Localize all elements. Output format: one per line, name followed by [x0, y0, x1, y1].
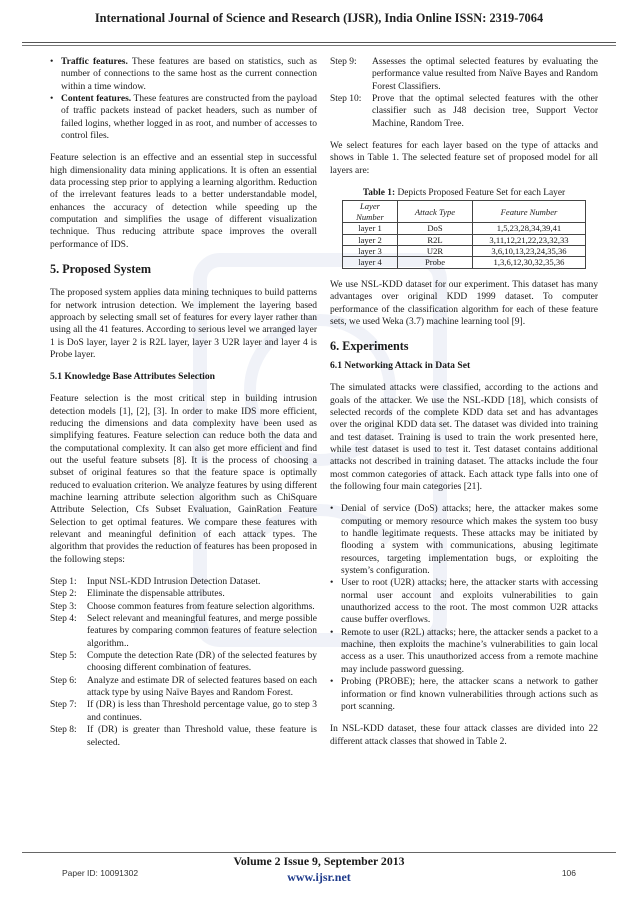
- step-text: Compute the detection Rate (DR) of the selected features by choosing different combination of features.: [87, 651, 317, 674]
- paragraph-proposed-system: The proposed system applies data mining techniques to build patterns for network intrusion detection. We implement the layering based approach by selecting small set of features for every layer rather than using all the 41 features. According to serious level we arranged layer 1 is DoS layer, layer 2 is R2L layer, layer 3 U2R layer and layer 4 is Probe layer.: [50, 288, 317, 360]
- step-label: Step 1:: [50, 577, 77, 588]
- bullet-label: Traffic features.: [61, 57, 128, 67]
- table-row: [343, 234, 586, 245]
- table-cell: layer 3: [343, 246, 398, 257]
- step-label: Step 4:: [50, 614, 77, 625]
- step-label: Step 3:: [50, 601, 77, 612]
- step-label: Step 7:: [50, 700, 77, 711]
- section-heading-proposed-system: 5. Proposed System: [50, 262, 151, 277]
- table-cell: layer 2: [343, 234, 398, 245]
- step-item: [50, 675, 317, 700]
- subsection-heading-kb-attributes: 5.1 Knowledge Base Attributes Selection: [50, 371, 215, 383]
- step-label: Step 6:: [50, 675, 77, 686]
- feature-set-table: [342, 200, 586, 268]
- bullet-icon: •: [330, 504, 334, 515]
- paper-id: Paper ID: 10091302: [62, 868, 139, 878]
- page-footer: [22, 852, 616, 892]
- bullet-label: Content features.: [61, 94, 132, 105]
- bullet-icon: •: [50, 57, 54, 67]
- step-label: Step 5:: [50, 651, 77, 662]
- header-rule: [22, 42, 616, 43]
- volume-issue: Volume 2 Issue 9, September 2013: [233, 854, 405, 868]
- table-header-cell: Layer Number: [343, 201, 398, 223]
- paragraph-feature-set: We select features for each layer based on the type of attacks and shows in Table 1. The selected feature set of proposed model for all layers are:: [330, 141, 598, 176]
- bullet-icon: •: [330, 627, 334, 638]
- table-caption-text: Depicts Proposed Feature Set for each Layer: [397, 188, 566, 199]
- section-heading-experiments: 6. Experiments: [330, 339, 409, 354]
- paragraph-attack-classes: In NSL-KDD dataset, these four attack classes are divided into 22 different attack classes that showed in Table 2.: [330, 724, 598, 747]
- step-text: Assesses the optimal selected features by evaluating the performance value resulted from Naïve Bayes and Random Forest Classifiers.: [372, 57, 598, 92]
- bullet-text: User to root (U2R) attacks; here, the attacker starts with accessing normal user account and exploits vulnerabilities to gain unauthorized access to the root. The most common U2R attacks cause buffer overflows.: [341, 578, 598, 626]
- step-text: Prove that the optimal selected features with the other classifier such as J48 decision tree, Support Vector Machine, Random Tree.: [372, 94, 598, 129]
- table-row: [343, 246, 586, 257]
- paragraph-nsl-kdd: We use NSL-KDD dataset for our experiment. This dataset has many advantages over original KDD 1999 dataset. To computer performance of the classification algorithm for each of these feature sets, we used Weka (3.7) machine learning tool [9].: [330, 279, 598, 327]
- step-text: Analyze and estimate DR of selected features based on each attack type by using Naïve Bayes and Random Forest.: [87, 675, 317, 699]
- attack-bullet: [330, 676, 598, 713]
- table-cell: layer 4: [343, 257, 398, 268]
- right-column: [330, 56, 598, 748]
- bullet-text: These features are constructed from the payload of traffic packets instead of packet headers, such as number of failed logins, whether logged in as root, and number of accesses to control files.: [61, 94, 317, 142]
- left-column: [50, 56, 317, 749]
- paragraph-kb-attributes: Feature selection is the most critical step in building intrusion detection models [1], [2], [3]. In order to make IDS more efficient, reducing the dimensions and data complexity have been used as simplifying features. Feature selection can reduce both the data and the computational complexity. It can also get more efficient and find out the useful feature subsets [8]. It is the process of choosing a subset of original features so that the feature space is optimally reduced to evaluation criterion. We analyze features by using different machine learning attribute selection algorithm such as ChiSquare Attribute Selection, Cfs Subset Evaluation, GainRation Feature Selection to get optimal features. We compare these features with relevant and meaningful definition of each attack types. The algorithm that provides the reduction of features has been proposed in the following steps:: [50, 394, 317, 565]
- table-header-row: [343, 201, 586, 223]
- step-label: Step 10:: [330, 94, 362, 105]
- step-text: Eliminate the dispensable attributes.: [87, 589, 225, 600]
- attack-bullet: [330, 627, 598, 676]
- step-item: [330, 93, 598, 130]
- step-text: Choose common features from feature selection algorithms.: [87, 601, 315, 612]
- step-text: Input NSL-KDD Intrusion Detection Dataset.: [87, 577, 261, 588]
- table-caption-label: Table 1:: [362, 188, 396, 199]
- table-cell: 1,5,23,28,34,39,41: [473, 223, 586, 234]
- attack-bullet: [330, 577, 598, 626]
- step-label: Step 8:: [50, 725, 77, 736]
- header-rule-thin: [22, 45, 616, 46]
- table-cell: layer 1: [343, 223, 398, 234]
- bullet-icon: •: [330, 677, 334, 688]
- page-number: 106: [561, 868, 576, 878]
- step-label: Step 9:: [330, 57, 357, 67]
- subsection-heading-networking-attack: 6.1 Networking Attack in Data Set: [330, 360, 471, 372]
- table-cell: R2L: [398, 234, 473, 245]
- journal-title: International Journal of Science and Research (IJSR), India Online ISSN: 2319-7064: [94, 11, 544, 25]
- table-cell: U2R: [398, 246, 473, 257]
- attack-bullet: [330, 503, 598, 577]
- bullet-text: These features are based on statistics, such as number of connections to the same host as the current connection within a time window.: [61, 57, 317, 92]
- step-item: [50, 650, 317, 675]
- bullet-icon: •: [330, 578, 334, 589]
- table-header-cell: Feature Number: [473, 201, 586, 223]
- table-cell: Probe: [398, 257, 473, 268]
- paragraph-simulated-attacks: The simulated attacks were classified, according to the actions and goals of the attacker. We use the NSL-KDD [18], which consists of selected records of the complete KDD data set and has advantages over the original KDD data set. The dataset was divided into training and test dataset. Training is used to train the work presented here, while test dataset is used to test it. Test dataset contains additional attacks not described in training dataset. The attacks include the four most common categories of attack. Each attack type falls into one of the following four main categories [21].: [330, 383, 598, 492]
- step-item: [50, 613, 317, 650]
- step-item: [50, 724, 317, 749]
- page-header: [22, 8, 616, 42]
- step-text: If (DR) is greater than Threshold value, these feature is selected.: [87, 725, 317, 748]
- step-item: [50, 699, 317, 724]
- step-item: [50, 576, 317, 588]
- bullet-icon: •: [50, 94, 54, 105]
- table-cell: 3,11,12,21,22,23,32,33: [473, 234, 586, 245]
- paragraph-feature-selection: Feature selection is an effective and an essential step in successful high dimensionality data mining applications. It is often an essential data processing step prior to applying a learning algorithm. Reduction of the irrelevant features leads to a better understandable model, enhances the accuracy of detection while speeding up the computation and simplifies the usage of different visualization technique. Thus reducing attribute space improves the overall performance of IDS.: [50, 153, 317, 250]
- step-label: Step 2:: [50, 589, 77, 600]
- table-cell: DoS: [398, 223, 473, 234]
- table-row: [343, 223, 586, 234]
- feature-bullet: [50, 93, 317, 142]
- footer-rule: [22, 852, 616, 853]
- step-item: [330, 56, 598, 93]
- step-text: Select relevant and meaningful features, and merge possible features by comparing common features of feature selection algorithm..: [87, 614, 317, 649]
- bullet-text: Remote to user (R2L) attacks; here, the attacker sends a packet to a machine, then exploits the machine’s vulnerabilities to gain local access as a user. This unauthorized access from a remote machine may include password guessing.: [341, 627, 598, 675]
- table-cell: 1,3,6,12,30,32,35,36: [473, 257, 586, 268]
- step-item: [50, 601, 317, 613]
- step-text: If (DR) is less than Threshold percentage value, go to step 3 and continues.: [87, 700, 317, 723]
- feature-bullet: [50, 56, 317, 93]
- step-item: [50, 588, 317, 600]
- journal-url-link[interactable]: www.ijsr.net: [287, 870, 351, 884]
- bullet-text: Probing (PROBE); here, the attacker scans a network to gather information or find known vulnerabilities through actions such as port scanning.: [341, 677, 598, 712]
- table-header-cell: Attack Type: [398, 201, 473, 223]
- table-row: [343, 257, 586, 268]
- bullet-text: Denial of service (DoS) attacks; here, the attacker makes some computing or memory resource which makes the system too busy to handle legitimate requests. These attacks may be initiated by flooding a system with communications, abusing legitimate resources, targeting implementation bugs, or exploiting the system’s configuration.: [341, 504, 598, 577]
- table-caption: [330, 187, 598, 199]
- table-cell: 3,6,10,13,23,24,35,36: [473, 246, 586, 257]
